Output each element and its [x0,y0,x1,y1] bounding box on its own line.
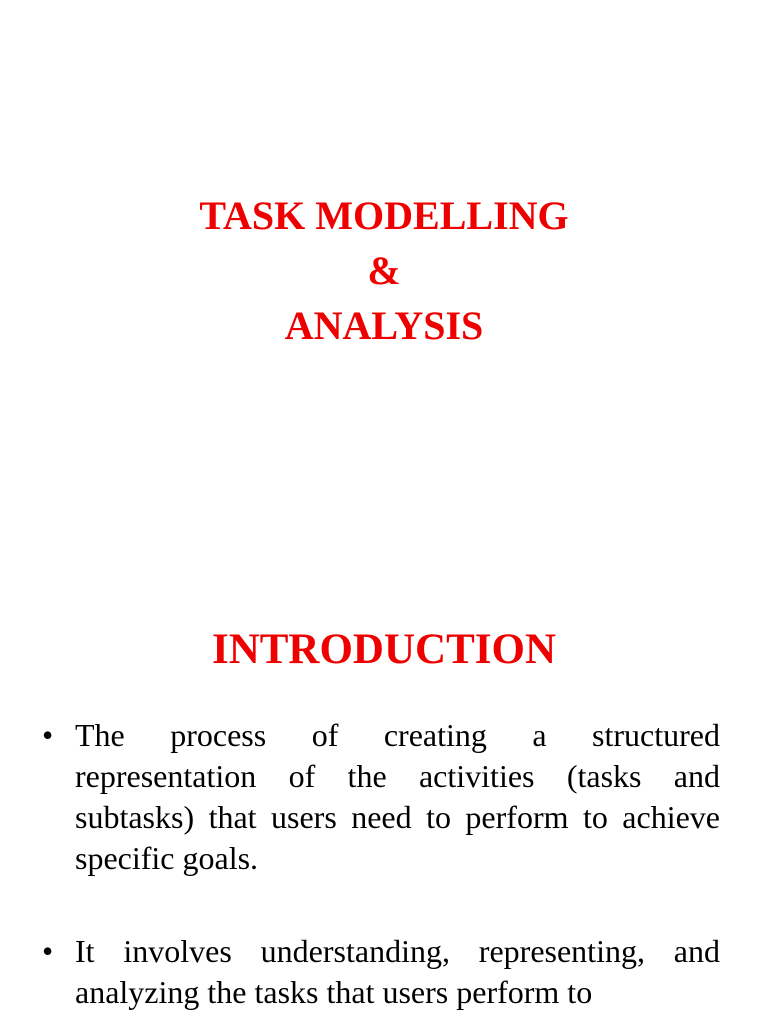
bullet-text: The process of creating a structured representation of the activities (tasks and subtasks) that users need to perform to achieve specific goals. [75,717,720,876]
title-line-2: & [367,248,401,293]
section-heading-introduction: INTRODUCTION [211,626,557,673]
document-title [0,188,768,353]
title-line-1: TASK MODELLING [199,193,569,238]
bullet-dot-icon: • [42,717,54,753]
bullet-item [0,931,768,1013]
bullet-list [0,715,768,1013]
bullet-item [0,715,768,879]
title-line-3: ANALYSIS [284,303,484,348]
bullet-text: It involves understanding, representing, and analyzing the tasks that users perform to [75,933,720,1010]
bullet-dot-icon: • [42,933,54,969]
